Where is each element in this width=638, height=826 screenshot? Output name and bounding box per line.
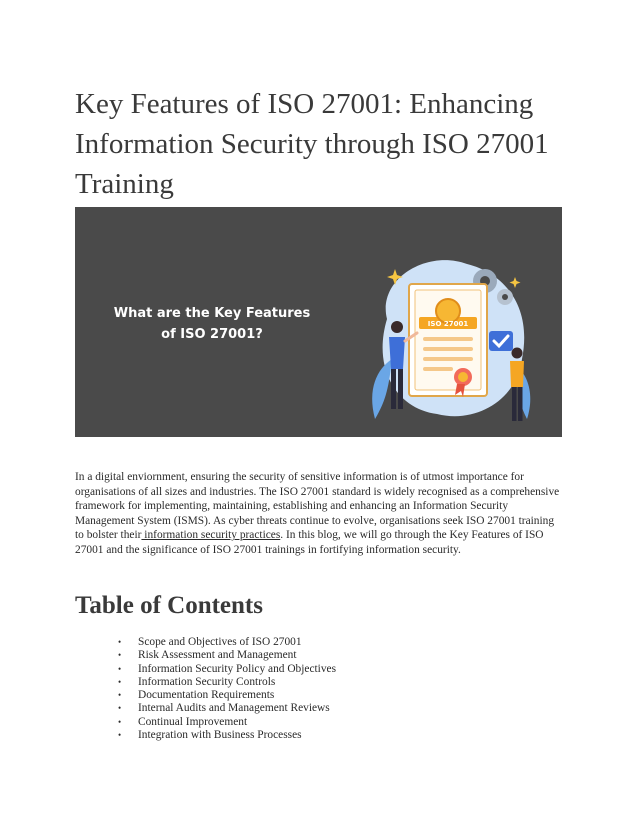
toc-item-internal-audits[interactable] <box>118 702 336 715</box>
toc-item-security-controls[interactable] <box>118 676 336 689</box>
hero-banner <box>75 207 562 437</box>
toc-item-label: Internal Audits and Management Reviews <box>138 702 330 715</box>
checkmark-icon <box>489 331 513 351</box>
toc-item-continual-improvement[interactable] <box>118 716 336 729</box>
certificate-illustration <box>367 249 537 429</box>
page-title: Key Features of ISO 27001: Enhancing Information Security through ISO 27001 Training <box>75 88 549 200</box>
intro-paragraph <box>75 470 565 558</box>
toc-item-risk-assessment[interactable] <box>118 649 336 662</box>
bullet-icon: • <box>118 730 122 741</box>
toc-item-security-policy[interactable] <box>118 663 336 676</box>
bullet-icon: • <box>118 663 122 674</box>
toc-item-label: Risk Assessment and Management <box>138 649 297 662</box>
bullet-icon: • <box>118 716 122 727</box>
hero-headline <box>107 303 317 345</box>
intro-text-after: . In this blog, we will go through the Key Features of ISO 27001 and the significance of ISO 27001 trainings in fortifying information security. <box>75 529 544 556</box>
bullet-icon: • <box>118 703 122 714</box>
toc-item-label: Documentation Requirements <box>138 689 275 702</box>
toc-list <box>118 636 336 742</box>
toc-item-label: Continual Improvement <box>138 715 248 728</box>
bullet-icon: • <box>118 637 122 647</box>
hero-headline-line-1: What are the Key Features <box>113 306 311 321</box>
toc-item-label: Information Security Policy and Objectives <box>138 662 337 675</box>
certificate-badge-text: ISO 27001 <box>427 320 469 328</box>
information-security-practices-link[interactable]: information security practices <box>141 529 281 542</box>
toc-item-label: Integration with Business Processes <box>138 729 302 742</box>
intro-text-before: In a digital enviornment, ensuring the security of sensitive information is of utmost importance for organisations of all sizes and industries. The ISO 27001 standard is widely recognised as a comprehensive framework for implementing, maintaining, establishing and enhancing an Information Security Management System (ISMS). As cyber threats continue to evolve, organisations seek ISO 27001 training to bolster their <box>75 471 560 542</box>
toc-item-documentation[interactable] <box>118 689 336 702</box>
toc-item-label: Information Security Controls <box>138 675 276 688</box>
bullet-icon: • <box>118 650 122 661</box>
bullet-icon: • <box>118 676 122 687</box>
toc-heading: Table of Contents <box>75 592 263 619</box>
leaf-left-icon <box>372 359 392 419</box>
toc-item-business-integration[interactable] <box>118 729 336 742</box>
hero-headline-line-2: of ISO 27001? <box>161 327 263 342</box>
sparkle-icon <box>510 277 521 288</box>
bullet-icon: • <box>118 690 122 701</box>
toc-item-label: Scope and Objectives of ISO 27001 <box>138 636 302 648</box>
toc-item-scope-objectives[interactable] <box>118 636 336 649</box>
